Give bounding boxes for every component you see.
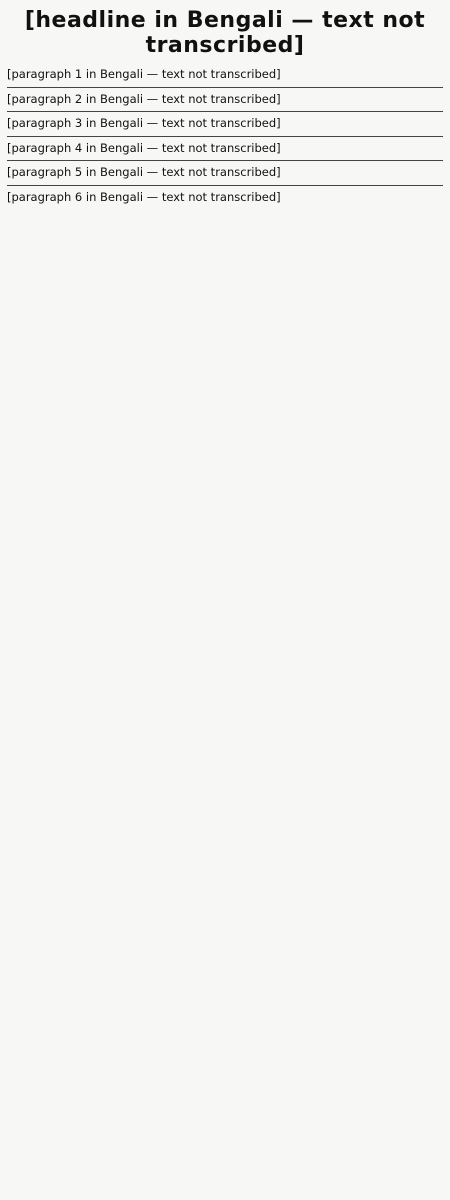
section-divider	[7, 111, 443, 112]
section-divider	[7, 136, 443, 137]
section-divider	[7, 87, 443, 88]
article-headline: [headline in Bengali — text not transcribed]	[24, 8, 426, 58]
article-paragraph: [paragraph 4 in Bengali — text not transcribed]	[7, 140, 281, 155]
article-paragraph: [paragraph 1 in Bengali — text not transcribed]	[7, 67, 281, 81]
article-paragraph: [paragraph 3 in Bengali — text not transcribed]	[7, 116, 281, 131]
section-divider	[7, 185, 443, 186]
article-paragraph: [paragraph 6 in Bengali — text not transcribed]	[7, 189, 281, 204]
article-paragraph: [paragraph 2 in Bengali — text not transcribed]	[7, 91, 281, 106]
article-body	[7, 66, 443, 207]
article-paragraph: [paragraph 5 in Bengali — text not transcribed]	[7, 165, 281, 180]
section-divider	[7, 160, 443, 161]
